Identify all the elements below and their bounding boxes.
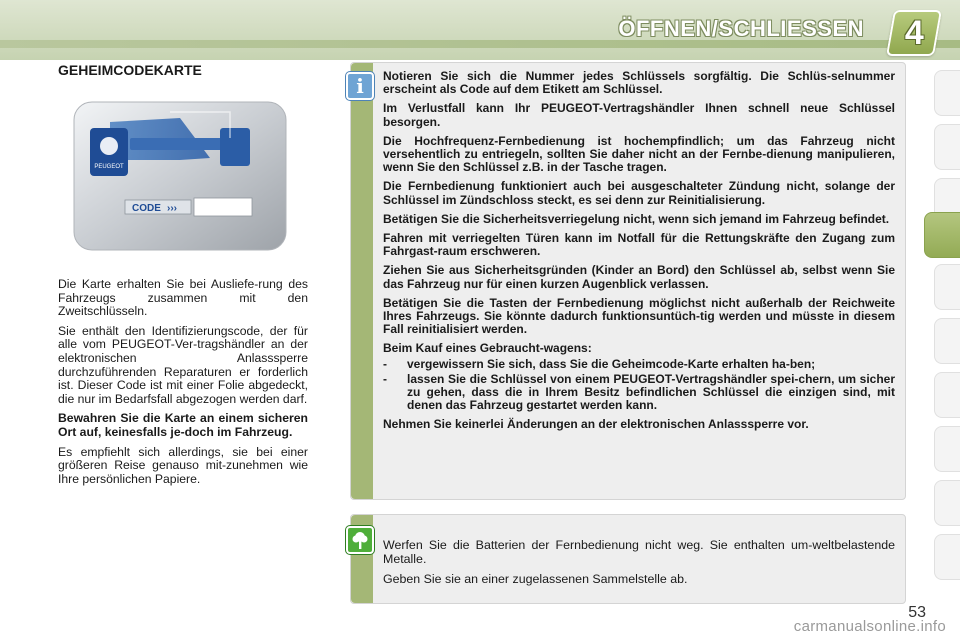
tree-icon-svg [348,528,372,552]
chapter-tab-8[interactable] [934,426,960,472]
chapter-tab-6[interactable] [934,318,960,364]
info-box-text [383,70,895,438]
chapter-tab-5[interactable] [934,264,960,310]
info-paragraph-5: Betätigen Sie die Sicherheitsverriegelung nicht, wenn sich jemand im Fahrzeug befindet. [383,211,890,226]
info-bullet-list [383,358,895,413]
card-logo-text: PEUGEOT [94,164,124,170]
code-card-illustration [70,98,290,254]
watermark: carmanualsonline.info [793,618,946,635]
chapter-tab-10[interactable] [934,534,960,580]
left-column-text [58,278,308,492]
bullet-dash: - [383,356,387,371]
eco-paragraph-2: Geben Sie sie an einer zugelassenen Sammelstelle ab. [383,572,688,586]
code-card-svg [70,98,290,254]
info-paragraph-9: Beim Kauf eines Gebraucht-wagens: [383,341,592,356]
eco-paragraph-1: Werfen Sie die Batterien der Fernbedienung nicht weg. Sie enthalten um-weltbelastende Metalle. [383,538,895,566]
info-paragraph-1: Notieren Sie sich die Nummer jedes Schlüssels sorgfältig. Die Schlüs-selnummer erscheint als Code auf dem Etikett am Schlüssel. [383,69,895,97]
chapter-badge [886,10,942,56]
info-bullet-1: vergewissern Sie sich, dass Sie die Geheimcode-Karte erhalten ha-ben; [407,356,816,371]
left-paragraph-3: Bewahren Sie die Karte an einem sicheren Ort auf, keinesfalls je-doch im Fahrzeug. [58,411,308,439]
card-code-label: CODE [132,203,161,214]
info-paragraph-8: Betätigen Sie die Tasten der Fernbedienung möglichst nicht außerhalb der Reichweite Ihres Fahrzeugs. Sie könnte dadurch funktionsuntüch-tig werden und müsste in diesem Fall reinitialisiert werden. [383,295,895,337]
info-bullet-2: lassen Sie die Schlüssel von einem PEUGEOT-Vertragshändler spei-chern, um sicher zu gehen, dass die in Ihrem Besitz befindlichen Schlüssel die einzigen sind, mit denen das Fahrzeug gestartet werden kann. [407,371,895,413]
chapter-tab-9[interactable] [934,480,960,526]
card-code-arrows: ››› [167,203,177,214]
eco-box-text [383,538,895,592]
info-paragraph-6: Fahren mit verriegelten Türen kann im Notfall für die Rettungskräfte den Zugang zum Fahrgast-raum erschweren. [383,231,895,259]
chapter-number: 4 [904,13,924,52]
page-number: 53 [908,604,926,621]
info-box-sidebar [351,63,373,499]
info-icon: i [346,72,374,100]
info-closing: Nehmen Sie keinerlei Änderungen an der elektronischen Anlasssperre vor. [383,417,809,432]
page-title: ÖFFNEN/SCHLIESSEN [618,16,864,41]
left-paragraph-2: Sie enthält den Identifizierungscode, der für alle vom PEUGEOT-Ver-tragshändler an der elektronischen Anlasssperre durchzuführenden Reparaturen er forderlich ist. Dieser Code ist mit einer Folie abgedeckt, die nur im Bedarfsfall abgezogen werden darf. [58,323,308,406]
chapter-tab-1[interactable] [934,70,960,116]
list-item [383,358,895,371]
chapter-tab-4-active[interactable] [924,212,960,258]
list-item [383,373,895,413]
left-paragraph-1: Die Karte erhalten Sie bei Ausliefe-rung des Fahrzeugs zusammen mit den Zweitschlüsseln. [58,277,308,319]
chapter-tab-7[interactable] [934,372,960,418]
section-title: GEHEIMCODEKARTE [58,62,202,78]
bullet-dash: - [383,371,387,386]
info-paragraph-2: Im Verlustfall kann Ihr PEUGEOT-Vertragshändler Ihnen schnell neue Schlüssel besorgen. [383,101,895,129]
info-paragraph-3: Die Hochfrequenz-Fernbedienung ist hochempfindlich; um das Fahrzeug nicht versehentlich zu entriegeln, sollten Sie daher nicht an der Fernbe-dienung manipulieren, wenn Sie den Schlüssel z.B. in der Tasche tragen. [383,133,895,175]
info-paragraph-7: Ziehen Sie aus Sicherheitsgründen (Kinder an Bord) den Schlüssel ab, selbst wenn Sie das Fahrzeug nur für einen kurzen Augenblick verlassen. [383,263,895,291]
tree-icon [346,526,374,554]
left-paragraph-4: Es empfiehlt sich allerdings, sie bei einer größeren Reise genauso mit-zunehmen wie Ihre persönlichen Papiere. [58,444,308,486]
info-paragraph-4: Die Fernbedienung funktioniert auch bei ausgeschalteter Zündung nicht, solange der Schlüssel im Zündschloss steckt, es sei denn zur Reinitialisierung. [383,179,895,207]
chapter-tab-2[interactable] [934,124,960,170]
